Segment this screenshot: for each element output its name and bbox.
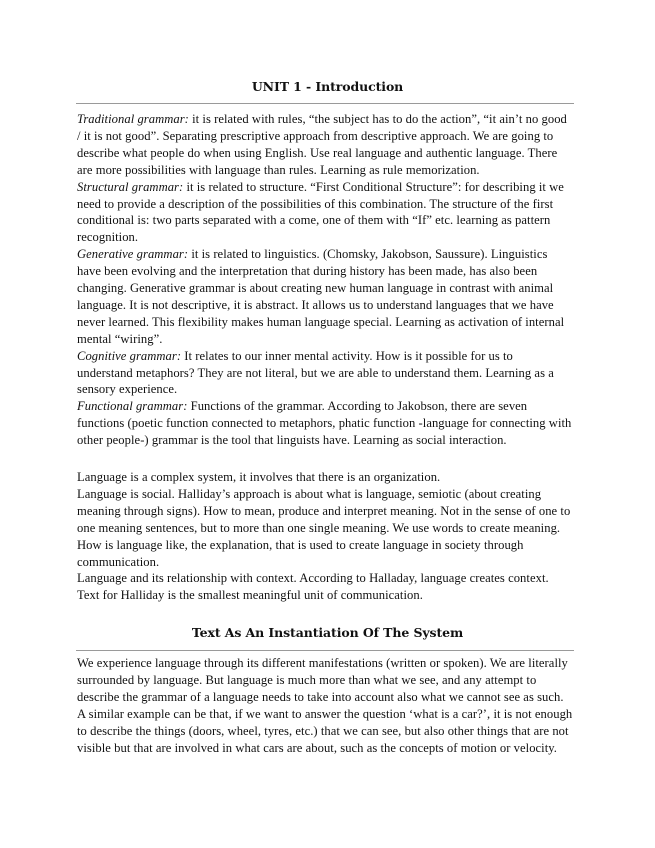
text-line: Language is a complex system, it involves that there is an organization. [77, 470, 441, 484]
line-text: never learned. This flexibility makes human language special. Learning as activation of internal [77, 314, 565, 329]
text-line [77, 212, 587, 228]
line-text: conditional is: two parts separated with a come, one of them with “If” etc. learning as pattern [77, 213, 551, 228]
grammar-label: Cognitive grammar: [77, 348, 182, 363]
line-text: are more possibilities with language than rules. Learning as rule memorization. [77, 162, 480, 177]
text-line: Text for Halliday is the smallest meaningful unit of communication. [77, 588, 423, 603]
line-text: language. It is not descriptive, it is abstract. It allows us to understand languages that we have [77, 297, 554, 312]
text-line: Language is social. Halliday’s approach is about what is language, semiotic (about creating [77, 486, 542, 501]
text-line: visible but that are involved in what cars are about, such as the concepts of motion or velocity. [77, 740, 558, 755]
text-line: How is language like, the explanation, that is used to create language in society through [77, 537, 524, 552]
text-line: We experience language through its different manifestations (written or spoken). We are literally [77, 656, 568, 670]
text-line: one meaning sentences, but to more than one single meaning. We use words to create meaning. [77, 520, 561, 535]
line-text: describe what people do when using English. Use real language and authentic language. There [77, 145, 558, 160]
line-text: other people-) grammar is the tool that linguists have. Learning as social interaction. [77, 433, 507, 448]
text-line [77, 179, 587, 195]
text-line: communication. [77, 554, 160, 569]
line-text: mental “wiring”. [77, 331, 163, 346]
grammar-label: Structural grammar: [77, 179, 184, 194]
title-underline [76, 103, 574, 104]
text-line [77, 111, 587, 127]
line-text: understand metaphors? They are not literal, but we are able to understand them. Learning as a [77, 365, 554, 380]
line-text: it is related to structure. “First Conditional Structure”: for describing it we [183, 179, 564, 194]
text-line [77, 398, 587, 414]
text-line: surrounded by language. But language is much more than what we see, and any attempt to [77, 672, 537, 687]
text-line [77, 196, 587, 212]
text-line [77, 415, 587, 431]
text-line [77, 246, 587, 262]
text-line [77, 348, 587, 364]
unit-title: UNIT 1 - Introduction [251, 79, 404, 94]
line-text: Functions of the grammar. According to Jakobson, there are seven [187, 399, 528, 414]
line-text: changing. Generative grammar is about creating new human language in contrast with animal [77, 281, 554, 295]
text-line: meaning through signs). How to mean, produce and interpret meaning. Not in the sense of one to [77, 503, 571, 518]
grammar-label: Generative grammar: [77, 247, 189, 262]
text-line [77, 365, 587, 381]
text-line [77, 297, 587, 313]
text-line [77, 432, 587, 448]
text-line [77, 128, 587, 144]
line-text: recognition. [77, 230, 139, 245]
text-line [77, 229, 587, 245]
text-line: describe the grammar of a language needs to take into account also what we cannot see as such. [77, 689, 564, 704]
line-text: need to provide a description of the possibilities of this combination. The structure of the first [77, 196, 554, 211]
line-text: functions (poetic function connected to metaphors, phatic function -language for connecting with [77, 416, 572, 431]
section-title: Text As An Instantiation Of The System [191, 625, 464, 640]
line-text: have been evolving and the interpretation that during history has been made, has also been [77, 264, 538, 279]
text-line [77, 280, 587, 296]
text-line [77, 162, 587, 178]
text-line [77, 381, 587, 397]
text-line [77, 331, 587, 347]
text-line: A similar example can be that, if we want to answer the question ‘what is a car?’, it is not enough [77, 706, 573, 721]
line-text: It relates to our inner mental activity. How is it possible for us to [181, 348, 513, 363]
line-text: it is related with rules, “the subject has to do the action”, “it ain’t no good [188, 112, 567, 126]
section-underline [76, 650, 574, 651]
text-line: to describe the things (doors, wheel, tyres, etc.) that we can see, but also other things that are not [77, 723, 569, 738]
line-text: sensory experience. [77, 382, 178, 397]
text-line [77, 314, 587, 330]
line-text: / it is not good”. Separating prescriptive approach from descriptive approach. We are going to [77, 128, 554, 143]
grammar-label: Traditional grammar: [77, 112, 189, 126]
text-line: Language and its relationship with context. According to Halladay, language creates context. [77, 571, 549, 586]
line-text: it is related to linguistics. (Chomsky, Jakobson, Saussure). Linguistics [188, 247, 548, 262]
text-line [77, 145, 587, 161]
text-line [77, 263, 587, 279]
grammar-label: Functional grammar: [77, 399, 188, 414]
